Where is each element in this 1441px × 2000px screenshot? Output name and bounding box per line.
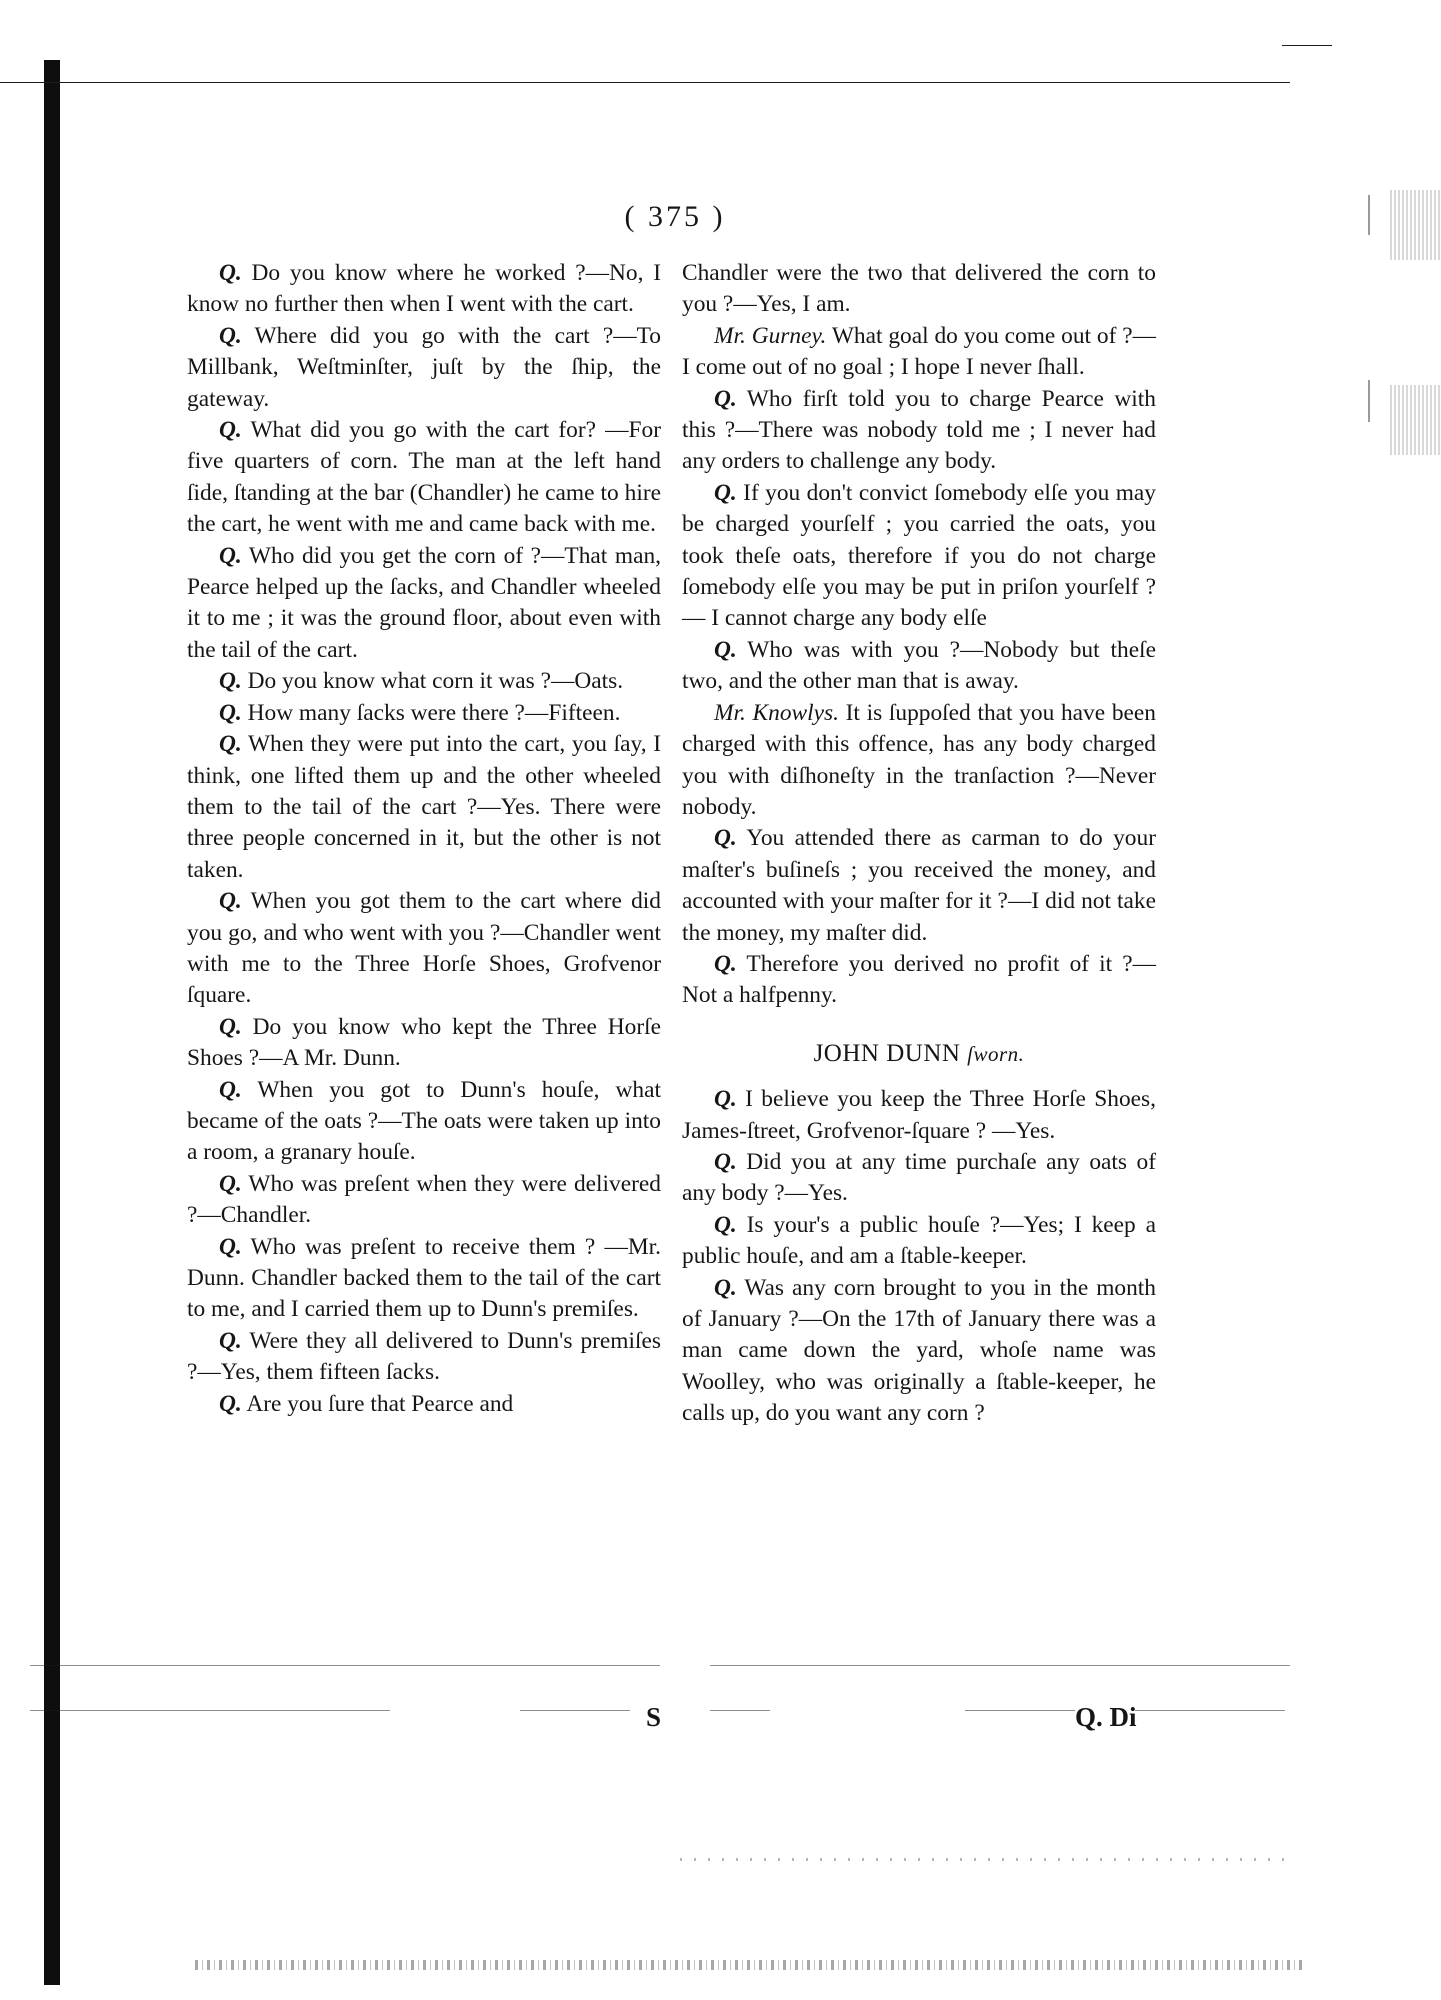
testimony-paragraph xyxy=(682,1147,1156,1210)
testimony-paragraph xyxy=(187,698,661,729)
testimony-paragraph xyxy=(682,321,1156,384)
speaker-name: Mr. Knowlys. xyxy=(714,699,839,726)
scan-dots xyxy=(680,1858,1290,1861)
paragraph-text: Therefore you derived no profit of it ?—Not a halfpenny. xyxy=(682,950,1156,1009)
question-marker: Q. xyxy=(714,1211,737,1238)
paragraph-text: If you don't convict ſomebody elſe you may be charged yourſelf ; you carried the oats, you took theſe oats, therefore if you do not charge ſomebody elſe you may be put in priſon yourſelf ?— I cannot charge any body elſe xyxy=(682,479,1156,632)
testimony-paragraph xyxy=(682,1210,1156,1273)
paragraph-text: What did you go with the cart for? —For five quarters of corn. The man at the left hand ſide, ſtanding at the bar (Chandler) he came to hire the cart, he went with me and came back with me. xyxy=(187,417,661,538)
paragraph-text: I believe you keep the Three Horſe Shoes, James-ſtreet, Grofvenor-ſquare ? —Yes. xyxy=(682,1086,1156,1144)
question-marker: Q. xyxy=(714,1274,737,1301)
testimony-paragraph xyxy=(682,823,1156,949)
testimony-paragraph xyxy=(187,666,661,697)
testimony-paragraph xyxy=(187,541,661,667)
paragraph-text: It is ſuppoſed that you have been charged with this offence, has any body charged you with diſhoneſty in the tranſaction ?—Never nobody. xyxy=(682,699,1156,820)
top-scan-rule xyxy=(0,82,1290,83)
paragraph-text: Are you ſure that Pearce and xyxy=(246,1390,514,1417)
paragraph-text: Do you know what corn it was ?—Oats. xyxy=(247,668,624,695)
question-marker: Q. xyxy=(219,1327,242,1354)
testimony-paragraph xyxy=(187,729,661,886)
question-marker: Q. xyxy=(714,636,737,663)
testimony-paragraph xyxy=(682,258,1156,321)
question-marker: Q. xyxy=(219,1076,242,1103)
question-marker: Q. xyxy=(219,542,242,569)
question-marker: Q. xyxy=(219,322,242,349)
scan-rule xyxy=(30,1710,390,1711)
paragraph-text: Who was preſent to receive them ? —Mr. Dunn. Chandler backed them to the tail of the cart to me, and I carried them up to Dunn's premiſes. xyxy=(187,1233,661,1323)
running-head: ( 375 ) xyxy=(624,200,726,233)
left-column xyxy=(187,258,661,1420)
scan-rule xyxy=(1135,1710,1285,1711)
question-marker: Q. xyxy=(219,1013,242,1040)
right-column xyxy=(682,258,1156,1430)
question-marker: Q. xyxy=(219,668,242,695)
question-marker: Q. xyxy=(714,1148,737,1175)
paragraph-text: Was any corn brought to you in the month of January ?—On the 17th of January there was a man came down the yard, whoſe name was Woolley, who was originally a ſtable-keeper, he calls up, do you want any corn ? xyxy=(682,1274,1156,1427)
testimony-paragraph xyxy=(187,258,661,321)
question-marker: Q. xyxy=(219,888,242,915)
witness-heading xyxy=(682,1038,1156,1070)
question-marker: Q. xyxy=(714,1086,737,1113)
book-spine-shadow xyxy=(44,60,60,1985)
paragraph-text: When you got them to the cart where did you go, and who went with you ?—Chandler went with me to the Three Horſe Shoes, Grofvenor ſquare. xyxy=(187,888,661,1009)
testimony-paragraph xyxy=(682,635,1156,698)
speaker-name: Mr. Gurney. xyxy=(714,322,827,349)
scan-speck xyxy=(1368,380,1370,422)
scan-rule xyxy=(710,1710,770,1711)
paragraph-text: What goal do you come out of ?—I come out of no goal ; I hope I never ſhall. xyxy=(682,322,1156,381)
catchword: Q. Di xyxy=(1075,1702,1137,1732)
show-through-mark xyxy=(1390,190,1440,260)
paragraph-text: Where did you go with the cart ?—To Millbank, Weſtminſter, juſt by the ſhip, the gateway. xyxy=(187,322,661,412)
testimony-paragraph xyxy=(187,1232,661,1326)
scan-speck xyxy=(1368,195,1370,235)
paragraph-text: Who did you get the corn of ?—That man, Pearce helped up the ſacks, and Chandler wheeled it to me ; it was the ground floor, about even with the tail of the cart. xyxy=(187,542,661,663)
question-marker: Q. xyxy=(219,731,242,758)
paragraph-text: Who firſt told you to charge Pearce with this ?—There was nobody told me ; I never had any orders to challenge any body. xyxy=(682,385,1156,475)
testimony-paragraph xyxy=(682,478,1156,635)
question-marker: Q. xyxy=(219,1233,242,1260)
sworn-label: ſworn. xyxy=(967,1041,1025,1066)
paragraph-text: When they were put into the cart, you ſay, I think, one lifted them up and the other wheeled them to the tail of the cart ?—Yes. There were three people concerned in it, but the other is not taken. xyxy=(187,731,661,883)
question-marker: Q. xyxy=(714,950,737,977)
testimony-paragraph xyxy=(682,698,1156,824)
scan-rule xyxy=(30,1665,660,1666)
paragraph-text: How many ſacks were there ?—Fifteen. xyxy=(247,699,621,726)
paragraph-text: Did you at any time purchaſe any oats of any body ?—Yes. xyxy=(682,1148,1156,1207)
testimony-paragraph xyxy=(682,1273,1156,1430)
question-marker: Q. xyxy=(219,1170,242,1197)
question-marker: Q. xyxy=(714,385,737,412)
testimony-paragraph xyxy=(682,384,1156,478)
testimony-paragraph xyxy=(187,1012,661,1075)
testimony-paragraph xyxy=(187,1326,661,1389)
scan-rule xyxy=(710,1665,1290,1666)
testimony-paragraph xyxy=(187,886,661,1012)
scan-bottom-noise xyxy=(195,1960,1305,1970)
witness-name: JOHN DUNN xyxy=(813,1039,961,1067)
question-marker: Q. xyxy=(219,260,242,286)
paragraph-text: When you got to Dunn's houſe, what became of the oats ?—The oats were taken up into a room, a granary houſe. xyxy=(187,1076,661,1166)
show-through-mark xyxy=(1390,385,1440,455)
paragraph-text: Who was preſent when they were delivered ?—Chandler. xyxy=(187,1170,661,1229)
question-marker: Q. xyxy=(219,417,242,444)
testimony-paragraph xyxy=(187,1389,661,1420)
corner-rule xyxy=(1282,45,1332,46)
testimony-paragraph xyxy=(187,321,661,415)
paragraph-text: Chandler were the two that delivered the corn to you ?—Yes, I am. xyxy=(682,260,1156,318)
paragraph-text: Do you know where he worked ?—No, I know no further then when I went with the cart. xyxy=(187,260,661,318)
signature-mark: S xyxy=(646,1702,662,1732)
scan-rule xyxy=(965,1710,1075,1711)
paragraph-text: Is your's a public houſe ?—Yes; I keep a public houſe, and am a ſtable-keeper. xyxy=(682,1211,1156,1270)
question-marker: Q. xyxy=(714,825,737,852)
testimony-paragraph xyxy=(682,949,1156,1012)
question-marker: Q. xyxy=(219,1390,242,1417)
scan-rule xyxy=(520,1710,630,1711)
testimony-paragraph xyxy=(682,1084,1156,1147)
paragraph-text: You attended there as carman to do your maſter's buſineſs ; you received the money, and accounted with your maſter for it ?—I did not take the money, my maſter did. xyxy=(682,825,1156,946)
question-marker: Q. xyxy=(219,699,242,726)
testimony-paragraph xyxy=(187,415,661,541)
testimony-paragraph xyxy=(187,1169,661,1232)
paragraph-text: Do you know who kept the Three Horſe Shoes ?—A Mr. Dunn. xyxy=(187,1013,661,1072)
testimony-paragraph xyxy=(187,1075,661,1169)
paragraph-text: Who was with you ?—Nobody but theſe two, and the other man that is away. xyxy=(682,636,1156,695)
paragraph-text: Were they all delivered to Dunn's premiſes ?—Yes, them fifteen ſacks. xyxy=(187,1327,661,1386)
question-marker: Q. xyxy=(714,479,737,506)
